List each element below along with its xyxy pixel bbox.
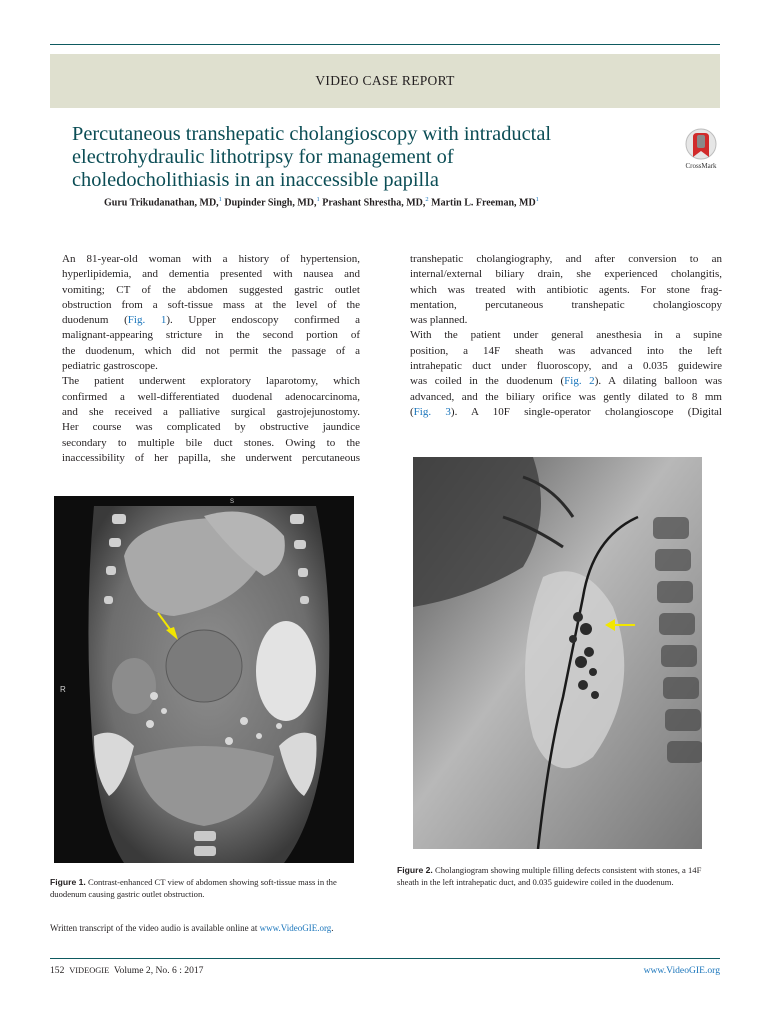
affiliation-mark: 1 <box>535 196 539 203</box>
transcript-link[interactable]: www.VideoGIE.org <box>259 923 332 933</box>
affiliation-mark: 1 <box>218 196 222 203</box>
text-line: Her course was complicated by obstructive jaundice <box>62 421 360 434</box>
text-line: An 81-year-old woman with a history of hypertension, <box>62 253 360 265</box>
paragraph <box>48 374 360 466</box>
figure-2-caption <box>397 864 723 888</box>
crossmark-icon <box>678 128 724 164</box>
text-line <box>48 313 360 328</box>
article-title <box>72 123 662 192</box>
text-line: The patient underwent exploratory laparotomy, which <box>62 375 360 388</box>
body-column-right <box>396 252 722 420</box>
caption-text: Contrast-enhanced CT view of abdomen showing soft-tissue mass in the duodenum causing gastric outlet obstruction. <box>50 877 337 899</box>
author-name: Martin L. Freeman, MD <box>431 197 536 209</box>
body-column-left <box>48 252 360 466</box>
page-footer <box>50 965 203 976</box>
text-line: advanced, and the biliary orifice was gently dilated to 8 mm <box>410 390 722 403</box>
author-name: Dupinder Singh, MD, <box>224 197 317 209</box>
author-name: Guru Trikudanathan, MD, <box>104 197 219 209</box>
text-run: ). A dilating balloon was <box>594 375 722 388</box>
text-line: mentation, percutaneous transhepatic cholangioscopy <box>410 298 722 311</box>
paragraph <box>396 328 722 420</box>
figure-1-ct-image <box>54 496 354 863</box>
text-run: ( <box>410 405 414 418</box>
figure-link[interactable]: Fig. 1 <box>127 314 167 327</box>
journal-name: VIDEOGIE <box>69 966 110 975</box>
author-name: Prashant Shrestha, MD, <box>322 197 426 209</box>
author-list <box>104 196 704 208</box>
figure-label: Figure 2. <box>397 865 433 875</box>
title-line: choledocholithiasis in an inaccessible papilla <box>72 169 439 191</box>
text-line <box>396 405 722 420</box>
text-run: ). Upper endoscopy confirmed a <box>166 314 360 327</box>
section-banner <box>50 54 720 108</box>
transcript-end: . <box>331 923 334 933</box>
text-line: inaccessibility of her papilla, she underwent percutaneous <box>62 451 360 464</box>
text-line: transhepatic cholangiography, and after conversion to an <box>410 253 722 265</box>
crossmark-badge[interactable] <box>678 128 724 172</box>
ct-scan-illustration <box>54 496 354 863</box>
title-line: Percutaneous transhepatic cholangioscopy with intraductal <box>72 123 552 145</box>
paragraph <box>396 252 722 328</box>
bottom-rule <box>50 958 720 959</box>
text-line: intrahepatic duct under fluoroscopy, and a 0.035 guidewire <box>410 360 722 373</box>
text-line: which was treated with antibiotic agents. For stone frag- <box>410 283 722 296</box>
volume-info: Volume 2, No. 6 : 2017 <box>113 965 204 976</box>
text-run: duodenum ( <box>62 314 128 327</box>
crossmark-label: CrossMark <box>685 162 717 170</box>
orientation-marker: S <box>230 499 235 506</box>
affiliation-mark: 1 <box>316 196 320 203</box>
text-line: malignant-appearing stricture in the second portion of <box>62 329 360 342</box>
orientation-marker: R <box>60 685 66 694</box>
text-line: the duodenum, which did not permit the passage of a <box>62 344 360 357</box>
text-line: obstruction from a soft-tissue mass at the level of the <box>62 298 360 311</box>
figure-1-caption <box>50 876 362 900</box>
page-number: 152 <box>50 965 65 976</box>
top-rule <box>50 44 720 45</box>
affiliation-mark: 2 <box>425 196 429 203</box>
text-line: hyperlipidemia, and dementia presented with nausea and <box>62 268 360 281</box>
figure-link[interactable]: Fig. 2 <box>564 375 595 388</box>
cholangiogram-illustration <box>413 457 702 849</box>
text-line: With the patient under general anesthesia in a supine <box>410 329 722 342</box>
text-run: ). A 10F single-operator cholangioscope (Digital <box>450 405 722 418</box>
text-line <box>396 374 722 389</box>
text-line: internal/external biliary drain, she experienced cholangitis, <box>410 268 722 281</box>
text-line: and she received a palliative surgical gastrojejunostomy. <box>62 405 360 418</box>
figure-2-cholangiogram-image <box>413 457 702 849</box>
footer-url-link[interactable]: www.VideoGIE.org <box>643 965 720 976</box>
figure-label: Figure 1. <box>50 877 86 887</box>
text-line: position, a 14F sheath was advanced into the left <box>410 344 722 357</box>
text-line: confirmed a well-differentiated duodenal adenocarcinoma, <box>62 390 360 403</box>
section-label: VIDEO CASE REPORT <box>315 73 455 88</box>
text-line: secondary to multiple bile duct stones. Owing to the <box>62 436 360 449</box>
title-line: electrohydraulic lithotripsy for management of <box>72 146 454 168</box>
paragraph <box>48 252 360 374</box>
text-line: was planned. <box>410 314 468 327</box>
text-line: vomiting; CT of the abdomen suggested gastric outlet <box>62 283 360 296</box>
transcript-note <box>50 923 334 933</box>
figure-link[interactable]: Fig. 3 <box>413 405 451 418</box>
caption-text: Cholangiogram showing multiple filling defects consistent with stones, a 14F sheath in the left intrahepatic duct, and 0.035 guidewire coiled in the duodenum. <box>397 865 702 887</box>
text-run: was coiled in the duodenum ( <box>410 375 565 388</box>
text-line: pediatric gastroscope. <box>62 360 158 373</box>
transcript-text: Written transcript of the video audio is available online at <box>50 923 260 933</box>
